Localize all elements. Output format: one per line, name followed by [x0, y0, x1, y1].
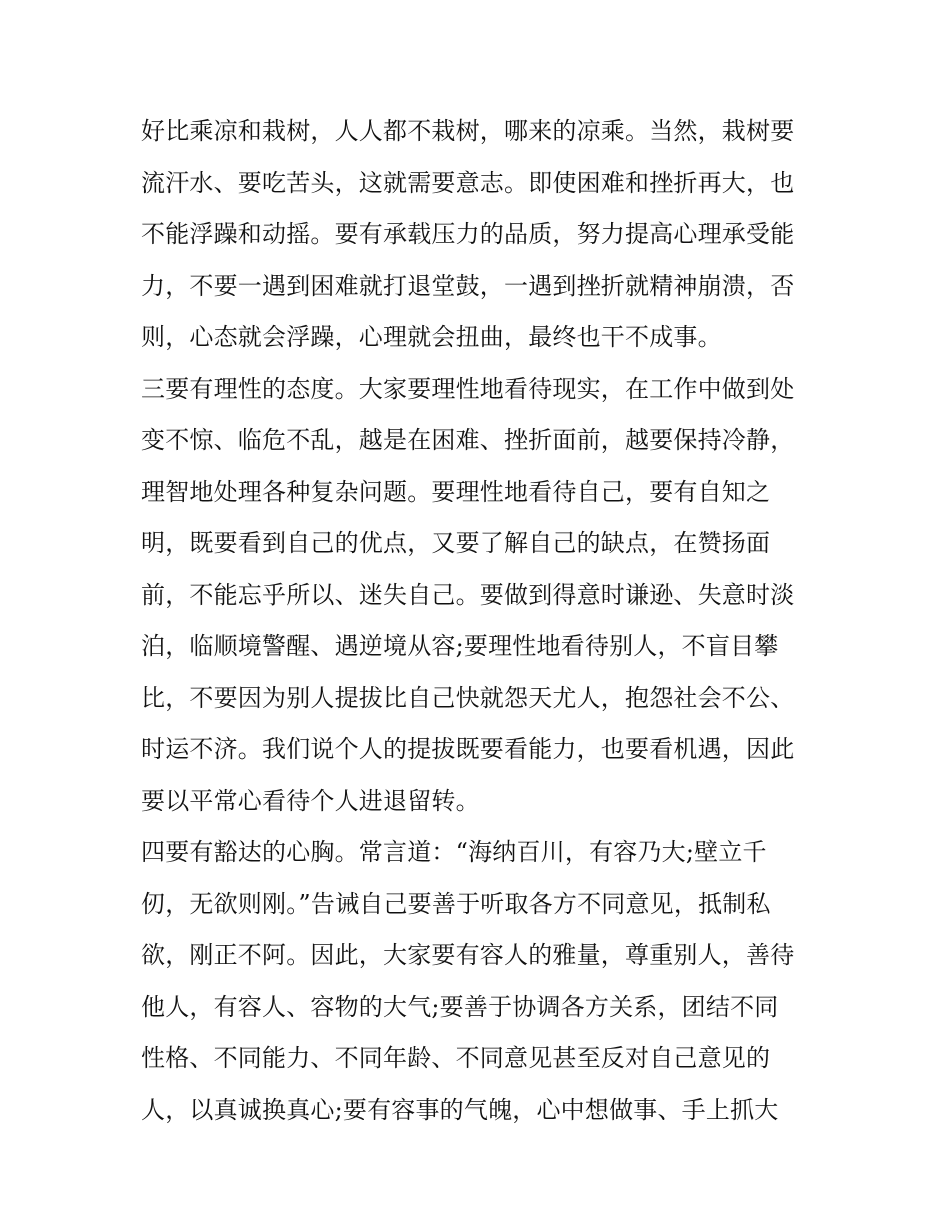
text-line-2: 流汗水、要吃苦头，这就需要意志。即使困难和挫折再大，也 — [141, 168, 795, 197]
text-line-13: 时运不济。我们说个人的提拔既要看能力，也要看机遇，因此 — [141, 735, 795, 763]
text-line-3: 不能浮躁和动摇。要有承载压力的品质，努力提高心理承受能 — [141, 220, 795, 248]
text-line-6: 三要有理性的态度。大家要理性地看待现实，在工作中做到处 — [141, 374, 795, 403]
text-line-10: 前，不能忘乎所以、迷失自己。要做到得意时谦逊、失意时淡 — [141, 580, 795, 609]
text-line-9: 明，既要看到自己的优点，又要了解自己的缺点，在赞扬面 — [141, 529, 771, 557]
text-line-4: 力，不要一遇到困难就打退堂鼓，一遇到挫折就精神崩溃，否 — [141, 271, 795, 300]
text-line-8: 理智地处理各种复杂问题。要理性地看待自己，要有自知之 — [141, 477, 771, 506]
text-line-19: 性格、不同能力、不同年龄、不同意见甚至反对自己意见的 — [141, 1044, 771, 1072]
text-line-16: 仞，无欲则刚。”告诫自己要善于听取各方不同意见，抵制私 — [141, 889, 771, 918]
text-line-11: 泊，临顺境警醒、遇逆境从容;要理性地看待别人，不盲目攀 — [141, 632, 779, 660]
text-line-12: 比，不要因为别人提拔比自己快就怨天尤人，抱怨社会不公、 — [141, 683, 795, 712]
text-line-7: 变不惊、临危不乱，越是在困难、挫折面前，越要保持冷静， — [141, 426, 795, 454]
text-line-18: 他人，有容人、容物的大气;要善于协调各方关系，团结不同 — [141, 992, 779, 1021]
text-line-15: 四要有豁达的心胸。常言道：“海纳百川，有容乃大;壁立千 — [141, 838, 767, 866]
text-line-20: 人，以真诚换真心;要有容事的气魄，心中想做事、手上抓大 — [141, 1095, 779, 1124]
text-line-14: 要以平常心看待个人进退留转。 — [141, 786, 480, 815]
text-line-5: 则，心态就会浮躁，心理就会扭曲，最终也干不成事。 — [141, 323, 722, 351]
body-text — [141, 106, 821, 1136]
text-line-1: 好比乘凉和栽树，人人都不栽树，哪来的凉乘。当然，栽树要 — [141, 117, 795, 145]
text-line-17: 欲，刚正不阿。因此，大家要有容人的雅量，尊重别人，善待 — [141, 941, 795, 969]
